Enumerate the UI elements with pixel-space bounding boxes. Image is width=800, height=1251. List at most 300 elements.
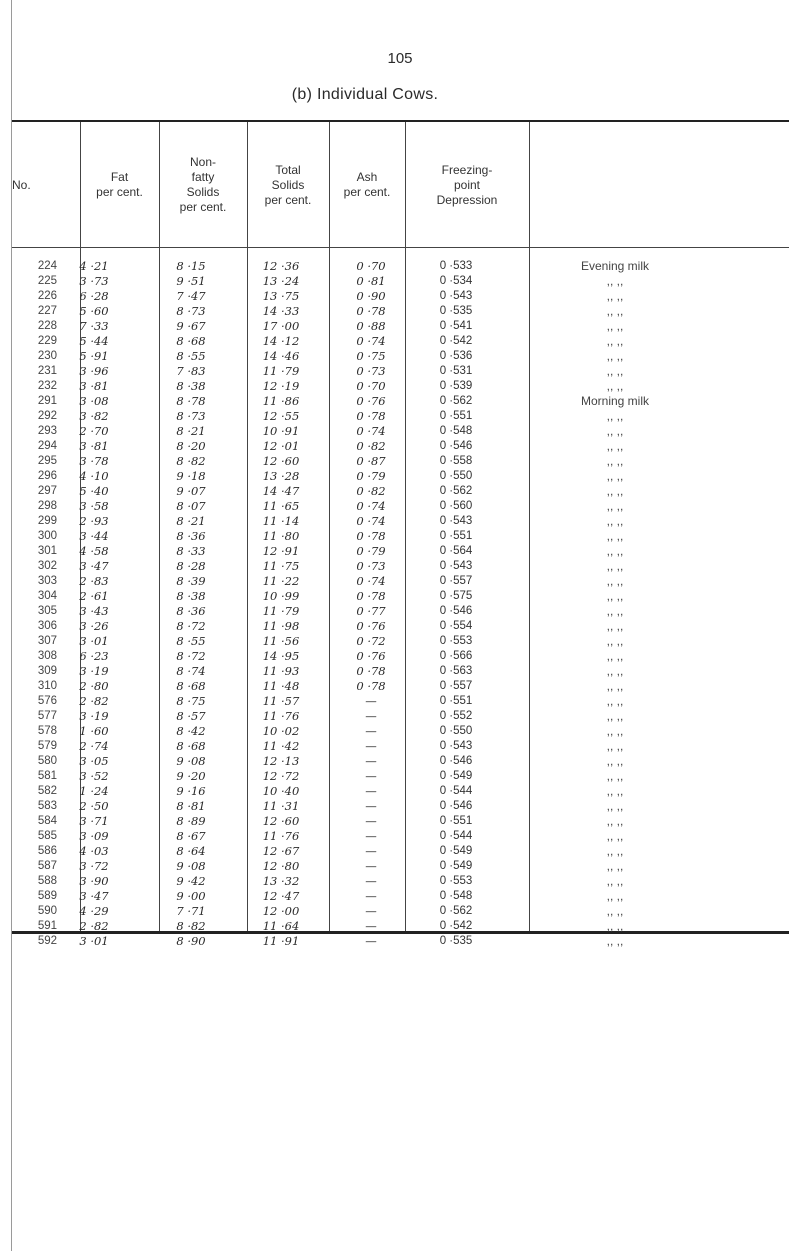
cell-total-solids: 11 ·76 — [262, 709, 300, 723]
cell-fat: 3 ·72 — [79, 859, 109, 873]
cell-ash: 0 ·79 — [356, 469, 386, 483]
cell-fat: 5 ·44 — [79, 334, 109, 348]
page-number: 105 — [387, 50, 413, 67]
cell-no: 585 — [37, 830, 57, 842]
cell-no: 227 — [37, 305, 57, 317]
cell-remark: ,, ,, — [606, 709, 624, 723]
cell-total-solids: 12 ·36 — [262, 259, 300, 273]
cell-non-fatty-solids: 8 ·89 — [176, 814, 206, 828]
cell-no: 303 — [37, 575, 57, 587]
cell-non-fatty-solids: 8 ·33 — [176, 544, 206, 558]
cell-no: 304 — [37, 590, 57, 602]
cell-freezing-point: 0 ·542 — [439, 920, 473, 932]
cell-ash: 0 ·70 — [356, 259, 386, 273]
cell-total-solids: 13 ·75 — [262, 289, 300, 303]
cell-non-fatty-solids: 8 ·82 — [176, 919, 206, 933]
cell-total-solids: 12 ·60 — [262, 814, 300, 828]
cell-remark: ,, ,, — [606, 484, 624, 498]
cell-ash: — — [365, 754, 377, 768]
cell-ash: 0 ·70 — [356, 379, 386, 393]
cell-freezing-point: 0 ·560 — [439, 500, 473, 512]
cell-fat: 2 ·61 — [79, 589, 109, 603]
cell-total-solids: 14 ·12 — [262, 334, 300, 348]
cell-fat: 3 ·58 — [79, 499, 109, 513]
cell-non-fatty-solids: 8 ·36 — [176, 604, 206, 618]
cell-total-solids: 11 ·31 — [262, 799, 300, 813]
table-row — [12, 799, 789, 814]
cell-ash: 0 ·74 — [356, 514, 386, 528]
cell-freezing-point: 0 ·554 — [439, 620, 473, 632]
cell-no: 587 — [37, 860, 57, 872]
cell-fat: 2 ·74 — [79, 739, 109, 753]
header-fat: Fat per cent. — [96, 170, 143, 199]
cell-freezing-point: 0 ·566 — [439, 650, 473, 662]
cell-no: 591 — [37, 920, 57, 932]
table-row — [12, 874, 789, 889]
cell-total-solids: 11 ·86 — [262, 394, 300, 408]
table-row — [12, 544, 789, 559]
cell-remark: ,, ,, — [606, 754, 624, 768]
cell-total-solids: 11 ·79 — [262, 364, 300, 378]
cell-non-fatty-solids: 8 ·90 — [176, 934, 206, 948]
cell-ash: 0 ·82 — [356, 439, 386, 453]
cell-total-solids: 11 ·22 — [262, 574, 300, 588]
table-row — [12, 439, 789, 454]
table-row — [12, 919, 789, 934]
cell-total-solids: 13 ·28 — [262, 469, 300, 483]
cell-ash: 0 ·79 — [356, 544, 386, 558]
cell-no: 592 — [37, 935, 57, 947]
cell-fat: 3 ·96 — [79, 364, 109, 378]
cell-ash: 0 ·73 — [356, 559, 386, 573]
cell-fat: 3 ·52 — [79, 769, 109, 783]
cell-ash: — — [365, 709, 377, 723]
cell-fat: 7 ·33 — [79, 319, 109, 333]
cell-freezing-point: 0 ·546 — [439, 800, 473, 812]
cell-total-solids: 12 ·19 — [262, 379, 300, 393]
cell-non-fatty-solids: 8 ·57 — [176, 709, 206, 723]
table-row — [12, 364, 789, 379]
cell-fat: 2 ·82 — [79, 694, 109, 708]
cell-total-solids: 13 ·24 — [262, 274, 300, 288]
cell-freezing-point: 0 ·563 — [439, 665, 473, 677]
cell-remark: ,, ,, — [606, 424, 624, 438]
cell-remark: ,, ,, — [606, 859, 624, 873]
cell-total-solids: 11 ·65 — [262, 499, 300, 513]
cell-total-solids: 11 ·56 — [262, 634, 300, 648]
cell-remark: ,, ,, — [606, 364, 624, 378]
cell-non-fatty-solids: 8 ·20 — [176, 439, 206, 453]
cell-no: 580 — [37, 755, 57, 767]
cell-total-solids: 10 ·02 — [262, 724, 300, 738]
cell-total-solids: 11 ·57 — [262, 694, 300, 708]
table-row — [12, 589, 789, 604]
cell-freezing-point: 0 ·536 — [439, 350, 473, 362]
cell-non-fatty-solids: 8 ·07 — [176, 499, 206, 513]
cell-remark: ,, ,, — [606, 694, 624, 708]
cell-no: 232 — [37, 380, 57, 392]
cell-fat: 3 ·73 — [79, 274, 109, 288]
cell-ash: 0 ·78 — [356, 589, 386, 603]
cell-no: 589 — [37, 890, 57, 902]
cell-freezing-point: 0 ·539 — [439, 380, 473, 392]
cell-non-fatty-solids: 8 ·55 — [176, 634, 206, 648]
cell-ash: — — [365, 904, 377, 918]
cell-fat: 3 ·78 — [79, 454, 109, 468]
cell-no: 231 — [37, 365, 57, 377]
cell-remark: ,, ,, — [606, 334, 624, 348]
cell-no: 307 — [37, 635, 57, 647]
cell-remark: ,, ,, — [606, 499, 624, 513]
cell-no: 230 — [37, 350, 57, 362]
cell-fat: 3 ·43 — [79, 604, 109, 618]
cell-total-solids: 12 ·80 — [262, 859, 300, 873]
cell-total-solids: 11 ·91 — [262, 934, 300, 948]
cell-total-solids: 13 ·32 — [262, 874, 300, 888]
cell-total-solids: 11 ·14 — [262, 514, 300, 528]
cell-fat: 2 ·93 — [79, 514, 109, 528]
cell-ash: 0 ·77 — [356, 604, 386, 618]
cell-ash: — — [365, 694, 377, 708]
cell-ash: — — [365, 784, 377, 798]
cell-ash: 0 ·78 — [356, 679, 386, 693]
cell-total-solids: 12 ·91 — [262, 544, 300, 558]
table-row — [12, 604, 789, 619]
cell-ash: 0 ·76 — [356, 394, 386, 408]
cell-fat: 3 ·44 — [79, 529, 109, 543]
cell-no: 291 — [37, 395, 57, 407]
cell-ash: 0 ·74 — [356, 499, 386, 513]
cell-fat: 6 ·23 — [79, 649, 109, 663]
header-freezing-point: Freezing- point Depression — [436, 162, 498, 207]
cell-ash: 0 ·74 — [356, 334, 386, 348]
table-row — [12, 739, 789, 754]
cell-fat: 3 ·19 — [79, 664, 109, 678]
cell-no: 300 — [37, 530, 57, 542]
table-row — [12, 694, 789, 709]
cell-remark: ,, ,, — [606, 319, 624, 333]
cell-ash: 0 ·88 — [356, 319, 386, 333]
cell-freezing-point: 0 ·548 — [439, 890, 473, 902]
cell-non-fatty-solids: 9 ·08 — [176, 859, 206, 873]
cell-fat: 1 ·60 — [79, 724, 109, 738]
table-row — [12, 349, 789, 364]
table-row — [12, 529, 789, 544]
cell-fat: 3 ·01 — [79, 634, 109, 648]
cell-non-fatty-solids: 8 ·15 — [176, 259, 206, 273]
cell-freezing-point: 0 ·562 — [439, 485, 473, 497]
cell-ash: 0 ·78 — [356, 529, 386, 543]
cell-ash: — — [365, 889, 377, 903]
cell-remark: ,, ,, — [606, 304, 624, 318]
cell-ash: — — [365, 739, 377, 753]
cell-remark: ,, ,, — [606, 724, 624, 738]
cell-remark: ,, ,, — [606, 889, 624, 903]
cell-freezing-point: 0 ·535 — [439, 305, 473, 317]
cell-no: 577 — [37, 710, 57, 722]
cell-fat: 3 ·47 — [79, 889, 109, 903]
cell-no: 301 — [37, 545, 57, 557]
cell-remark: Evening milk — [580, 259, 650, 273]
cell-fat: 2 ·70 — [79, 424, 109, 438]
cell-freezing-point: 0 ·564 — [439, 545, 473, 557]
cell-non-fatty-solids: 8 ·21 — [176, 514, 206, 528]
cell-remark: ,, ,, — [606, 289, 624, 303]
table-row — [12, 664, 789, 679]
cell-non-fatty-solids: 8 ·74 — [176, 664, 206, 678]
cell-non-fatty-solids: 9 ·18 — [176, 469, 206, 483]
cell-fat: 3 ·08 — [79, 394, 109, 408]
cell-fat: 5 ·91 — [79, 349, 109, 363]
cell-fat: 3 ·47 — [79, 559, 109, 573]
cell-ash: 0 ·75 — [356, 349, 386, 363]
table-row — [12, 409, 789, 424]
cell-fat: 2 ·80 — [79, 679, 109, 693]
cell-ash: — — [365, 844, 377, 858]
cell-freezing-point: 0 ·550 — [439, 725, 473, 737]
cell-ash: 0 ·74 — [356, 574, 386, 588]
cell-total-solids: 11 ·75 — [262, 559, 300, 573]
cell-remark: ,, ,, — [606, 619, 624, 633]
cell-remark: ,, ,, — [606, 469, 624, 483]
table-row — [12, 379, 789, 394]
cell-fat: 3 ·82 — [79, 409, 109, 423]
cell-no: 299 — [37, 515, 57, 527]
cell-freezing-point: 0 ·543 — [439, 515, 473, 527]
cell-total-solids: 17 ·00 — [262, 319, 300, 333]
table-row — [12, 709, 789, 724]
cell-fat: 4 ·10 — [79, 469, 109, 483]
cell-total-solids: 10 ·99 — [262, 589, 300, 603]
cell-remark: ,, ,, — [606, 559, 624, 573]
table-row — [12, 904, 789, 919]
cell-total-solids: 14 ·33 — [262, 304, 300, 318]
cell-freezing-point: 0 ·534 — [439, 275, 473, 287]
cell-remark: ,, ,, — [606, 919, 624, 933]
cell-freezing-point: 0 ·550 — [439, 470, 473, 482]
cell-fat: 6 ·28 — [79, 289, 109, 303]
table-row — [12, 769, 789, 784]
table-row — [12, 859, 789, 874]
cell-fat: 4 ·29 — [79, 904, 109, 918]
cell-non-fatty-solids: 9 ·20 — [176, 769, 206, 783]
table-row — [12, 634, 789, 649]
cell-no: 590 — [37, 905, 57, 917]
cell-remark: ,, ,, — [606, 274, 624, 288]
cell-ash: 0 ·73 — [356, 364, 386, 378]
cell-freezing-point: 0 ·548 — [439, 425, 473, 437]
cell-fat: 2 ·82 — [79, 919, 109, 933]
cell-fat: 2 ·83 — [79, 574, 109, 588]
table-row — [12, 454, 789, 469]
cell-non-fatty-solids: 8 ·39 — [176, 574, 206, 588]
cell-no: 308 — [37, 650, 57, 662]
cell-remark: ,, ,, — [606, 904, 624, 918]
cell-freezing-point: 0 ·546 — [439, 440, 473, 452]
cell-non-fatty-solids: 8 ·73 — [176, 409, 206, 423]
cell-ash: — — [365, 934, 377, 948]
cell-non-fatty-solids: 9 ·16 — [176, 784, 206, 798]
cell-freezing-point: 0 ·551 — [439, 815, 473, 827]
cell-fat: 4 ·21 — [79, 259, 109, 273]
cell-ash: — — [365, 874, 377, 888]
cell-ash: — — [365, 829, 377, 843]
cell-freezing-point: 0 ·562 — [439, 395, 473, 407]
cell-total-solids: 12 ·72 — [262, 769, 300, 783]
table-row — [12, 274, 789, 289]
cell-freezing-point: 0 ·543 — [439, 740, 473, 752]
table-row — [12, 304, 789, 319]
cell-ash: 0 ·78 — [356, 409, 386, 423]
cell-non-fatty-solids: 8 ·42 — [176, 724, 206, 738]
table-row — [12, 559, 789, 574]
cell-fat: 3 ·05 — [79, 754, 109, 768]
cell-fat: 4 ·03 — [79, 844, 109, 858]
cell-remark: ,, ,, — [606, 529, 624, 543]
table-row — [12, 889, 789, 904]
table-row — [12, 484, 789, 499]
cell-no: 310 — [37, 680, 57, 692]
cell-no: 229 — [37, 335, 57, 347]
cell-freezing-point: 0 ·557 — [439, 575, 473, 587]
cell-non-fatty-solids: 9 ·42 — [176, 874, 206, 888]
cell-no: 294 — [37, 440, 57, 452]
cell-fat: 3 ·81 — [79, 439, 109, 453]
cell-no: 302 — [37, 560, 57, 572]
cell-remark: ,, ,, — [606, 379, 624, 393]
cell-remark: ,, ,, — [606, 874, 624, 888]
cell-non-fatty-solids: 9 ·00 — [176, 889, 206, 903]
cell-freezing-point: 0 ·542 — [439, 335, 473, 347]
cell-non-fatty-solids: 8 ·67 — [176, 829, 206, 843]
cell-remark: ,, ,, — [606, 934, 624, 948]
table-row — [12, 934, 789, 949]
cell-remark: ,, ,, — [606, 649, 624, 663]
cell-remark: ,, ,, — [606, 664, 624, 678]
cell-freezing-point: 0 ·558 — [439, 455, 473, 467]
cell-no: 225 — [37, 275, 57, 287]
cell-freezing-point: 0 ·549 — [439, 845, 473, 857]
cell-remark: ,, ,, — [606, 409, 624, 423]
cell-total-solids: 11 ·79 — [262, 604, 300, 618]
cell-non-fatty-solids: 8 ·78 — [176, 394, 206, 408]
cell-non-fatty-solids: 9 ·08 — [176, 754, 206, 768]
cell-freezing-point: 0 ·553 — [439, 875, 473, 887]
cell-total-solids: 12 ·01 — [262, 439, 300, 453]
cell-total-solids: 10 ·40 — [262, 784, 300, 798]
cell-non-fatty-solids: 8 ·55 — [176, 349, 206, 363]
cell-total-solids: 11 ·76 — [262, 829, 300, 843]
cell-fat: 3 ·19 — [79, 709, 109, 723]
cell-freezing-point: 0 ·533 — [439, 260, 473, 272]
page-title: (b) Individual Cows. — [291, 86, 439, 103]
cell-non-fatty-solids: 8 ·38 — [176, 379, 206, 393]
cell-no: 588 — [37, 875, 57, 887]
cell-non-fatty-solids: 8 ·68 — [176, 334, 206, 348]
cell-non-fatty-solids: 8 ·21 — [176, 424, 206, 438]
cell-total-solids: 12 ·13 — [262, 754, 300, 768]
cell-fat: 3 ·09 — [79, 829, 109, 843]
cell-non-fatty-solids: 8 ·72 — [176, 619, 206, 633]
cell-ash: 0 ·78 — [356, 304, 386, 318]
cell-ash: — — [365, 769, 377, 783]
cell-non-fatty-solids: 7 ·47 — [176, 289, 206, 303]
table-row — [12, 319, 789, 334]
cell-no: 224 — [37, 260, 57, 272]
cell-total-solids: 11 ·48 — [262, 679, 300, 693]
header-ash: Ash per cent. — [343, 170, 391, 199]
cell-total-solids: 10 ·91 — [262, 424, 300, 438]
table-row — [12, 724, 789, 739]
header-non-fatty-solids: Non- fatty Solids per cent. — [179, 155, 227, 214]
cell-fat: 3 ·71 — [79, 814, 109, 828]
cell-total-solids: 11 ·42 — [262, 739, 300, 753]
cell-total-solids: 11 ·93 — [262, 664, 300, 678]
cell-fat: 3 ·90 — [79, 874, 109, 888]
cell-non-fatty-solids: 8 ·36 — [176, 529, 206, 543]
cell-total-solids: 14 ·47 — [262, 484, 300, 498]
cell-ash: 0 ·90 — [356, 289, 386, 303]
cell-remark: ,, ,, — [606, 454, 624, 468]
table-header-rule — [12, 247, 789, 248]
cell-non-fatty-solids: 8 ·38 — [176, 589, 206, 603]
cell-freezing-point: 0 ·551 — [439, 410, 473, 422]
cell-freezing-point: 0 ·551 — [439, 695, 473, 707]
cell-freezing-point: 0 ·531 — [439, 365, 473, 377]
table-row — [12, 844, 789, 859]
cell-freezing-point: 0 ·541 — [439, 320, 473, 332]
cell-freezing-point: 0 ·544 — [439, 785, 473, 797]
cell-freezing-point: 0 ·535 — [439, 935, 473, 947]
cell-non-fatty-solids: 7 ·71 — [176, 904, 206, 918]
table-row — [12, 394, 789, 409]
table-row — [12, 259, 789, 274]
cell-non-fatty-solids: 8 ·82 — [176, 454, 206, 468]
header-no: No. — [12, 177, 31, 192]
cell-ash: 0 ·78 — [356, 664, 386, 678]
cell-non-fatty-solids: 9 ·67 — [176, 319, 206, 333]
cell-non-fatty-solids: 8 ·72 — [176, 649, 206, 663]
cell-freezing-point: 0 ·552 — [439, 710, 473, 722]
table-row — [12, 814, 789, 829]
cell-freezing-point: 0 ·549 — [439, 770, 473, 782]
cell-remark: ,, ,, — [606, 514, 624, 528]
cell-total-solids: 12 ·00 — [262, 904, 300, 918]
cell-non-fatty-solids: 8 ·28 — [176, 559, 206, 573]
cell-no: 296 — [37, 470, 57, 482]
cell-remark: ,, ,, — [606, 574, 624, 588]
cell-remark: ,, ,, — [606, 769, 624, 783]
table-row — [12, 499, 789, 514]
cell-no: 309 — [37, 665, 57, 677]
cell-fat: 3 ·26 — [79, 619, 109, 633]
table-row — [12, 514, 789, 529]
cell-no: 305 — [37, 605, 57, 617]
cell-freezing-point: 0 ·543 — [439, 560, 473, 572]
cell-freezing-point: 0 ·551 — [439, 530, 473, 542]
table-row — [12, 784, 789, 799]
cell-total-solids: 12 ·67 — [262, 844, 300, 858]
cell-no: 586 — [37, 845, 57, 857]
cell-remark: ,, ,, — [606, 604, 624, 618]
cell-no: 579 — [37, 740, 57, 752]
cell-freezing-point: 0 ·543 — [439, 290, 473, 302]
cell-total-solids: 14 ·46 — [262, 349, 300, 363]
cell-no: 583 — [37, 800, 57, 812]
table-row — [12, 679, 789, 694]
cell-non-fatty-solids: 9 ·07 — [176, 484, 206, 498]
cell-ash: 0 ·76 — [356, 649, 386, 663]
